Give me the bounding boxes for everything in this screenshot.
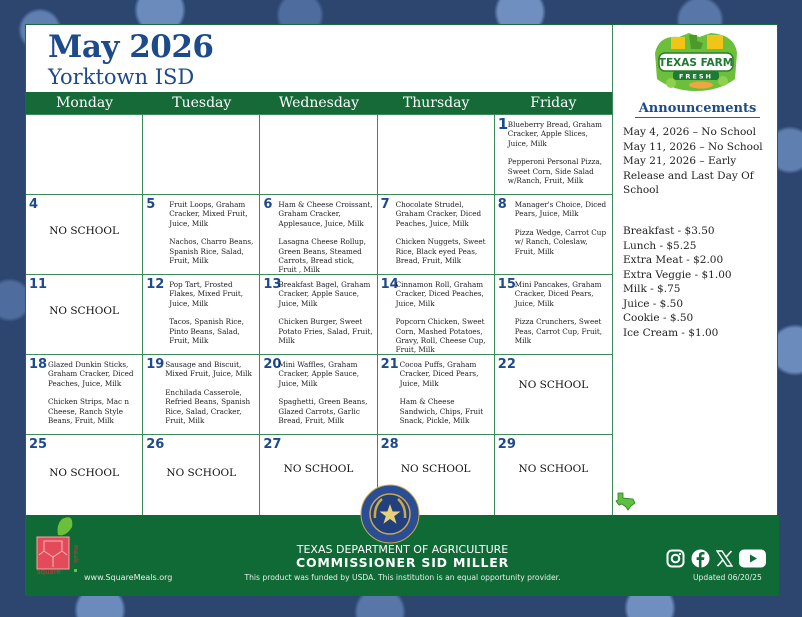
breakfast-menu: Breakfast Bagel, Graham Cracker, Apple Sauce, Juice, Milk	[278, 280, 371, 308]
day-cell	[378, 355, 495, 435]
announcements-title: Announcements	[635, 101, 760, 118]
announcement-item: May 21, 2026 – Early Release and Last Day Of School	[623, 155, 754, 196]
lunch-menu: Chicken Nuggets, Sweet Rice, Black eyed Peas, Bread, Fruit, Milk	[395, 237, 486, 266]
day-number: 28	[380, 437, 399, 452]
day-number: 7	[380, 197, 390, 212]
day-menu	[278, 280, 373, 345]
day-menu	[396, 200, 491, 265]
breakfast-menu: Chocolate Strudel, Graham Cracker, Diced Peaches, Juice, Milk	[395, 200, 482, 228]
day-menu	[169, 200, 256, 265]
lunch-menu: Pizza Crunchers, Sweet Peas, Carrot Cup, Fruit, Milk	[514, 317, 603, 346]
day-menu	[515, 280, 609, 345]
day-menu	[278, 200, 373, 275]
day-menu	[396, 280, 491, 355]
announcements-sidebar	[612, 25, 779, 515]
day-cell	[143, 195, 260, 275]
price-item: Extra Veggie - $1.00	[623, 268, 732, 281]
day-number: 8	[497, 197, 507, 212]
weekday-header	[26, 92, 612, 114]
lunch-menu: Pepperoni Personal Pizza, Sweet Corn, Side Salad w/Ranch, Fruit, Milk	[507, 157, 602, 186]
day-menu	[278, 360, 373, 425]
square-meals-wordmark: square	[37, 568, 61, 575]
day-number: 22	[497, 357, 516, 372]
price-item: Extra Meat - $2.00	[623, 254, 724, 266]
lunch-menu: Chicken Strips, Mac n Cheese, Ranch Style Beans, Fruit, Milk	[48, 397, 129, 426]
day-menu	[508, 120, 609, 185]
x-icon[interactable]	[716, 550, 733, 571]
breakfast-menu: Cinnamon Roll, Graham Cracker, Diced Peaches, Juice, Milk	[395, 280, 484, 308]
day-number: 11	[29, 277, 48, 292]
texas-farm-fresh-logo	[649, 31, 743, 93]
weekday-thursday: Thursday	[402, 95, 470, 111]
day-menu	[165, 360, 256, 425]
month-title: May 2026	[48, 29, 214, 65]
breakfast-menu: Pop Tart, Frosted Flakes, Mixed Fruit, Juice, Milk	[169, 280, 243, 308]
day-number: 6	[263, 197, 273, 212]
facebook-icon[interactable]	[691, 549, 710, 572]
no-school-note: NO SCHOOL	[283, 463, 354, 475]
day-cell-empty	[26, 115, 143, 195]
lunch-menu: Tacos, Spanish Rice, Pinto Beans, Salad, Fruit, Milk	[169, 317, 244, 346]
day-cell-empty	[143, 115, 260, 195]
lunch-menu: Nachos, Charro Beans, Spanish Rice, Salad, Fruit, Milk	[169, 237, 254, 266]
price-item: Juice - $.50	[623, 297, 684, 310]
no-school-note: NO SCHOOL	[518, 379, 589, 391]
price-item: Cookie - $.50	[623, 312, 694, 324]
calendar-grid	[26, 114, 612, 515]
lunch-menu: Pizza Wedge, Carrot Cup w/ Ranch, Coleslaw, Fruit, Milk	[514, 227, 607, 256]
day-cell	[495, 115, 612, 195]
no-school-note: NO SCHOOL	[49, 305, 119, 317]
lunch-menu: Spaghetti, Green Beans, Glazed Carrots, Garlic Bread, Fruit, Milk	[278, 397, 368, 426]
no-school-note: NO SCHOOL	[166, 467, 237, 479]
day-number: 20	[263, 357, 282, 372]
day-number: 4	[29, 197, 39, 212]
no-school-note: NO SCHOOL	[400, 463, 471, 475]
day-cell	[26, 195, 143, 275]
day-number: 15	[497, 277, 516, 292]
svg-text:meals: meals	[72, 545, 79, 564]
announcement-item: May 11, 2026 – No School	[623, 140, 763, 153]
footer	[26, 515, 779, 596]
day-cell	[260, 355, 377, 435]
tda-seal	[360, 484, 420, 544]
breakfast-menu: Mini Waffles, Graham Cracker, Apple Sauce, Juice, Milk	[278, 360, 360, 388]
day-number: 1	[497, 115, 509, 133]
day-cell	[143, 355, 260, 435]
day-cell	[260, 275, 377, 355]
day-cell	[378, 275, 495, 355]
texas-state-icon	[615, 491, 637, 511]
day-number: 27	[263, 437, 282, 452]
breakfast-menu: Cocoa Puffs, Graham Cracker, Diced Pears, Juice, Milk	[399, 360, 479, 388]
day-cell	[143, 275, 260, 355]
price-item: Lunch - $5.25	[623, 239, 697, 252]
weekday-wednesday: Wednesday	[278, 95, 360, 111]
day-cell	[495, 275, 612, 355]
day-number: 5	[146, 197, 156, 212]
menu-calendar-page	[25, 24, 778, 595]
day-number: 14	[380, 277, 399, 292]
calendar-area	[26, 25, 612, 515]
day-cell	[26, 435, 143, 516]
price-item: Breakfast - $3.50	[623, 225, 715, 237]
day-cell-empty	[260, 115, 377, 195]
day-number: 19	[146, 357, 165, 372]
svg-text:TEXAS FARM: TEXAS FARM	[658, 57, 734, 69]
breakfast-menu: Sausage and Biscuit, Mixed Fruit, Juice, Milk	[165, 360, 252, 379]
announcement-item: May 4, 2026 – No School	[623, 126, 756, 138]
lunch-menu: Ham & Cheese Sandwich, Chips, Fruit Snack, Pickle, Milk	[399, 397, 484, 426]
day-cell	[26, 355, 143, 435]
day-number: 21	[380, 357, 399, 372]
day-cell-empty	[378, 115, 495, 195]
day-menu	[515, 200, 609, 256]
square-meals-link[interactable]: www.SquareMeals.org	[84, 573, 173, 582]
weekday-monday: Monday	[56, 95, 114, 111]
day-cell	[378, 195, 495, 275]
calendar-title	[48, 29, 214, 89]
announcements-list	[623, 125, 773, 198]
breakfast-menu: Glazed Dunkin Sticks, Graham Cracker, Diced Peaches, Juice, Milk	[48, 360, 134, 388]
no-school-note: NO SCHOOL	[518, 463, 589, 475]
usda-disclaimer: This product was funded by USDA. This institution is an equal opportunity provider.	[244, 573, 561, 582]
day-number: 29	[497, 437, 516, 452]
instagram-icon[interactable]	[666, 549, 685, 572]
weekday-tuesday: Tuesday	[172, 95, 232, 111]
district-name: Yorktown ISD	[48, 65, 195, 89]
price-item: Milk - $.75	[623, 283, 681, 295]
day-cell	[26, 275, 143, 355]
lunch-menu: Popcorn Chicken, Sweet Corn, Mashed Potatoes, Gravy, Roll, Cheese Cup, Fruit, Milk	[395, 317, 486, 355]
day-cell	[143, 435, 260, 516]
breakfast-menu: Manager's Choice, Diced Pears, Juice, Milk	[514, 200, 607, 219]
price-item: Ice Cream - $1.00	[623, 326, 719, 339]
day-number: 13	[263, 277, 282, 292]
no-school-note: NO SCHOOL	[49, 467, 119, 479]
youtube-icon[interactable]	[739, 549, 766, 572]
breakfast-menu: Ham & Cheese Croissant, Graham Cracker, Applesauce, Juice, Milk	[278, 200, 373, 228]
svg-text:FRESH: FRESH	[678, 72, 714, 81]
price-list	[623, 224, 773, 340]
day-cell	[495, 355, 612, 435]
day-cell	[495, 435, 612, 516]
day-menu	[400, 360, 491, 425]
lunch-menu: Lasagna Cheese Rollup, Green Beans, Steamed Carrots, Bread stick, Fruit , Milk	[278, 237, 366, 275]
breakfast-menu: Fruit Loops, Graham Cracker, Mixed Fruit, Juice, Milk	[169, 200, 248, 228]
day-menu	[169, 280, 256, 345]
breakfast-menu: Mini Pancakes, Graham Cracker, Diced Pears, Juice, Milk	[514, 280, 602, 308]
social-links	[666, 549, 766, 572]
weekday-friday: Friday	[530, 95, 577, 111]
lunch-menu: Enchilada Casserole, Refried Beans, Spanish Rice, Salad, Cracker, Fruit, Milk	[165, 387, 251, 426]
lunch-menu: Chicken Burger, Sweet Potato Fries, Salad, Fruit, Milk	[278, 317, 373, 346]
day-cell	[260, 195, 377, 275]
day-number: 12	[146, 277, 165, 292]
day-menu	[48, 360, 139, 425]
breakfast-menu: Blueberry Bread, Graham Cracker, Apple Slices, Juice, Milk	[507, 120, 602, 148]
day-number: 25	[29, 437, 48, 452]
day-number: 18	[29, 357, 48, 372]
day-cell	[495, 195, 612, 275]
updated-date: Updated 06/20/25	[693, 573, 762, 582]
commissioner-name: COMMISSIONER SID MILLER	[296, 555, 509, 570]
day-number: 26	[146, 437, 165, 452]
no-school-note: NO SCHOOL	[49, 225, 119, 237]
agency-name: TEXAS DEPARTMENT OF AGRICULTURE	[296, 543, 509, 556]
